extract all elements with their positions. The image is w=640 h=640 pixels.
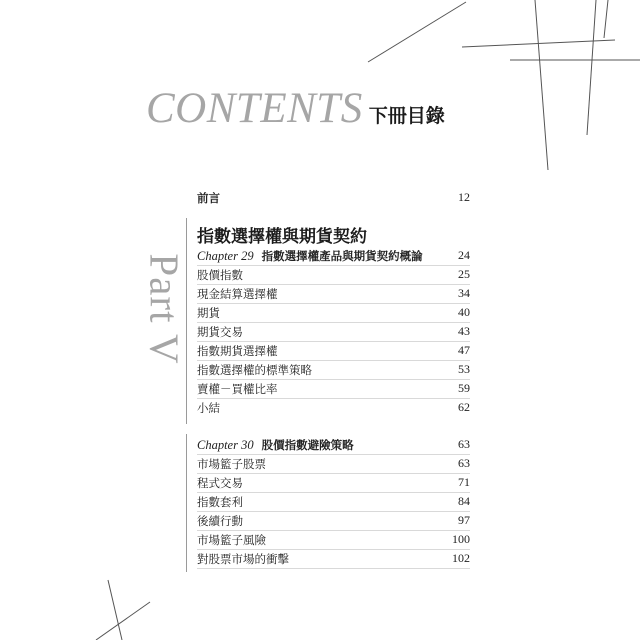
- toc-entry-label: 賣權－買權比率: [197, 381, 278, 396]
- toc-entry[interactable]: [197, 322, 470, 342]
- toc-entry-label: 股價指數: [197, 267, 243, 282]
- toc-entry[interactable]: [197, 492, 470, 512]
- toc-entry-label: 程式交易: [197, 475, 243, 490]
- toc-entry-page: 84: [458, 494, 470, 508]
- toc-entry[interactable]: [197, 454, 470, 474]
- toc-entry[interactable]: [197, 549, 470, 569]
- toc-entry-page: 47: [458, 343, 470, 357]
- toc-entry-label: 期貨交易: [197, 324, 243, 339]
- part-label: Part V: [141, 253, 188, 365]
- title-english: CONTENTS: [146, 85, 363, 132]
- toc-entry-page: 59: [458, 381, 470, 395]
- chapter-title: 股價指數避險策略: [261, 437, 354, 452]
- toc-entry-page: 25: [458, 267, 470, 281]
- toc-entry-chapter[interactable]: [197, 435, 470, 455]
- toc-entry-label: 指數期貨選擇權: [197, 343, 278, 358]
- toc-entry-page: 40: [458, 305, 470, 319]
- toc-entry-page: 63: [458, 456, 470, 470]
- chapter-number: Chapter 29: [197, 248, 254, 263]
- toc-entry-page: 34: [458, 286, 470, 300]
- toc-entry-page: 53: [458, 362, 470, 376]
- toc-entry-label: 現金結算選擇權: [197, 286, 278, 301]
- toc-entry-page: 62: [458, 400, 470, 414]
- toc-entry-label: 市場籃子股票: [197, 456, 266, 471]
- toc-entry-label: 對股票市場的衝擊: [197, 551, 289, 566]
- toc-entry-page: 100: [452, 532, 470, 546]
- chapter-title: 指數選擇權產品與期貨契約概論: [261, 248, 423, 263]
- toc-entry[interactable]: [197, 284, 470, 304]
- toc-entry-preface[interactable]: [197, 188, 470, 207]
- chapter-divider-line: [186, 434, 187, 572]
- page-title: [146, 84, 445, 133]
- toc-entry-chapter[interactable]: [197, 246, 470, 266]
- toc-entry-label: 前言: [197, 190, 220, 205]
- toc-entry[interactable]: [197, 341, 470, 361]
- part-heading: 指數選擇權與期貨契約: [197, 227, 367, 247]
- toc-entry-label: 市場籃子風險: [197, 532, 266, 547]
- toc-entry[interactable]: [197, 265, 470, 285]
- toc-entry-label: 指數選擇權的標準策略: [197, 362, 312, 377]
- toc-entry[interactable]: [197, 303, 470, 323]
- title-chinese: 下冊目錄: [368, 105, 445, 127]
- toc-entry-page: 71: [458, 475, 470, 489]
- toc-entry[interactable]: [197, 398, 470, 417]
- toc-entry[interactable]: [197, 473, 470, 493]
- chapter-number: Chapter 30: [197, 437, 254, 452]
- toc-entry[interactable]: [197, 511, 470, 531]
- toc-entry[interactable]: [197, 530, 470, 550]
- toc-entry[interactable]: [197, 379, 470, 399]
- toc-entry-page: 43: [458, 324, 470, 338]
- toc-entry-label: 後續行動: [197, 513, 243, 528]
- toc-entry-page: 97: [458, 513, 470, 527]
- toc-entry-page: 63: [458, 437, 470, 451]
- toc-entry-label: 小結: [197, 400, 220, 415]
- toc-entry-page: 102: [452, 551, 470, 565]
- toc-entry-page: 24: [458, 248, 470, 262]
- toc-entry-page: 12: [458, 190, 470, 204]
- toc-entry[interactable]: [197, 360, 470, 380]
- toc-entry-label: 期貨: [197, 305, 220, 320]
- toc-entry-label: 指數套利: [197, 494, 243, 509]
